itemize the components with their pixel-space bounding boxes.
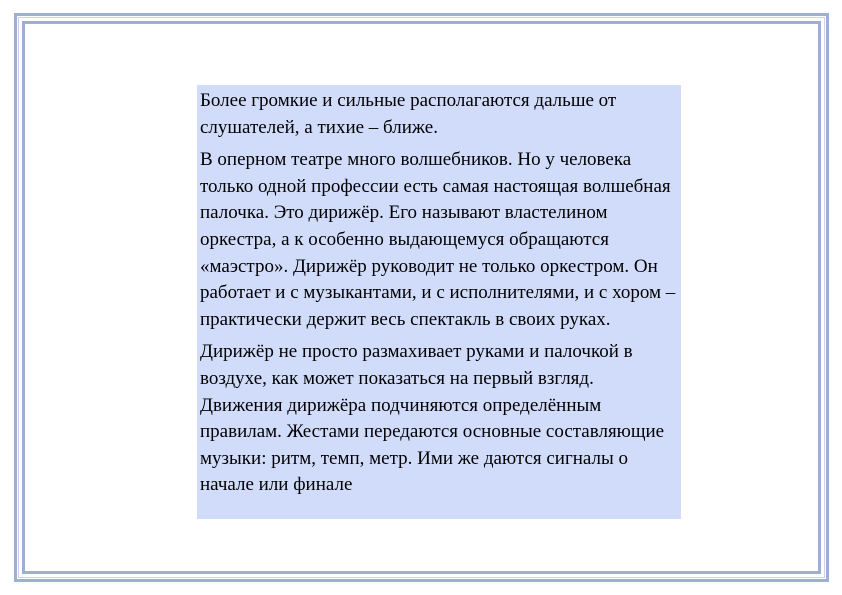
paragraph-1: Более громкие и сильные располагаются дальше от слушателей, а тихие – ближе. <box>200 90 617 138</box>
paragraph-2: В оперном театре много волшебников. Но у человека только одной профессии есть самая настоящая волшебная палочка. Это дирижёр. Его называют властелином оркестра, а к особенно выдающемуся обращаются «маэстро». Дирижёр руководит не только оркестром. Он работает и с музыкантами, и с исполнителями, и с хором – практически держит весь спектакль в своих руках. <box>200 149 676 330</box>
text-block <box>197 85 681 519</box>
paragraph-3: Дирижёр не просто размахивает руками и палочкой в воздухе, как может показаться на первый взгляд. Движения дирижёра подчиняются определённым правилам. Жестами передаются основные составляющие музыки: ритм, темп, метр. Ими же даются сигналы о начале или финале <box>200 341 665 496</box>
